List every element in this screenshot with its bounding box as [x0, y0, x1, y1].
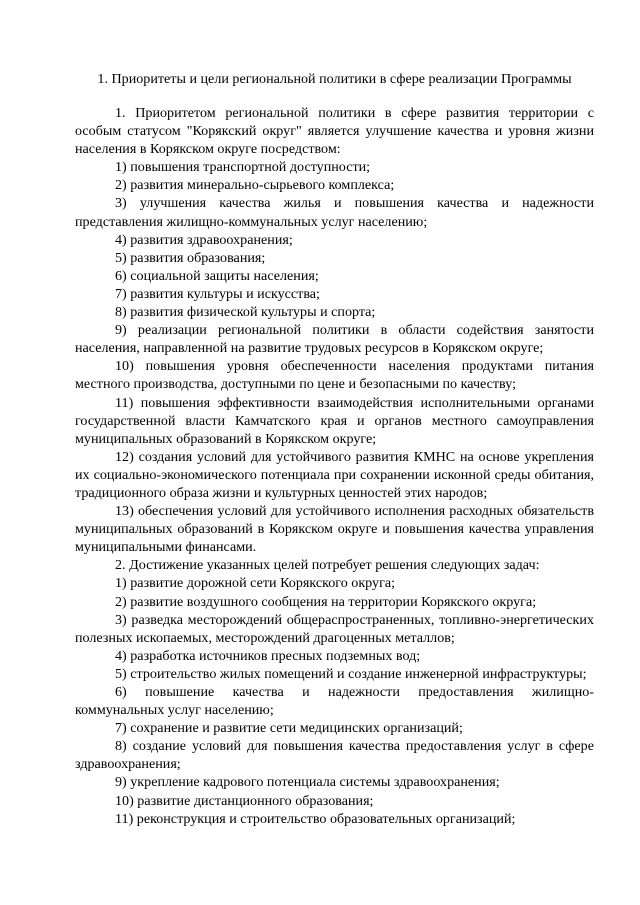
paragraph: 3) улучшения качества жилья и повышения качества и надежности представления жилищно-коммунальных услуг населению; [75, 195, 594, 230]
paragraph: 9) укрепление кадрового потенциала системы здравоохранения; [115, 774, 500, 791]
paragraph: 1. Приоритетом региональной политики в сфере развития территории с особым статусом "Корякский округ" является улучшение качества и уровня жизни населения в Корякском округе посредством: [75, 105, 594, 158]
paragraph: 4) разработка источников пресных подземных вод; [115, 647, 421, 664]
paragraph: 11) реконструкция и строительство образовательных организаций; [115, 810, 516, 827]
paragraph: 2) развития минерально-сырьевого комплекса; [115, 177, 395, 194]
paragraph: 13) обеспечения условий для устойчивого исполнения расходных обязательств муниципальных образований в Корякском округе и повышения качества управления муниципальными финансами. [75, 503, 594, 556]
paragraph: 12) создания условий для устойчивого развития КМНС на основе укрепления их социально-экономического потенциала при сохранении исконной среды обитания, традиционного образа жизни и культурных ценностей этих народов; [75, 448, 594, 501]
paragraph: 10) развитие дистанционного образования; [115, 792, 374, 809]
paragraph: 1) повышения транспортной доступности; [115, 159, 371, 176]
paragraph: 9) реализации региональной политики в области содействия занятости населения, направленной на развитие трудовых ресурсов в Корякском округе; [75, 322, 594, 357]
section-heading: 1. Приоритеты и цели региональной политики в сфере реализации Программы [97, 71, 572, 87]
paragraph: 7) сохранение и развитие сети медицинских организаций; [115, 720, 463, 737]
document-page [75, 70, 594, 828]
paragraph: 5) развития образования; [115, 249, 266, 266]
paragraph-list [75, 104, 594, 828]
paragraph: 1) развитие дорожной сети Корякского округа; [115, 575, 396, 592]
paragraph: 7) развития культуры и искусства; [115, 285, 320, 302]
paragraph: 3) разведка месторождений общераспространенных, топливно-энергетических полезных ископаемых, месторождений драгоценных металлов; [75, 611, 594, 646]
paragraph: 6) социальной защиты населения; [115, 267, 319, 284]
paragraph: 2. Достижение указанных целей потребует решения следующих задач: [115, 557, 540, 574]
paragraph: 11) повышения эффективности взаимодействия исполнительными органами государственной власти Камчатского края и органов местного самоуправления муниципальных образований в Корякском округе; [75, 394, 594, 447]
paragraph: 4) развития здравоохранения; [115, 231, 293, 248]
paragraph: 2) развитие воздушного сообщения на территории Корякского округа; [115, 593, 537, 610]
paragraph: 5) строительство жилых помещений и создание инженерной инфраструктуры; [115, 665, 587, 682]
paragraph: 8) развития физической культуры и спорта; [115, 304, 376, 321]
paragraph: 8) создание условий для повышения качества предоставления услуг в сфере здравоохранения; [75, 738, 594, 773]
paragraph: 6) повышение качества и надежности предоставления жилищно-коммунальных услуг населению; [75, 684, 594, 719]
paragraph: 10) повышения уровня обеспеченности населения продуктами питания местного производства, доступными по цене и безопасными по качеству; [75, 358, 594, 393]
